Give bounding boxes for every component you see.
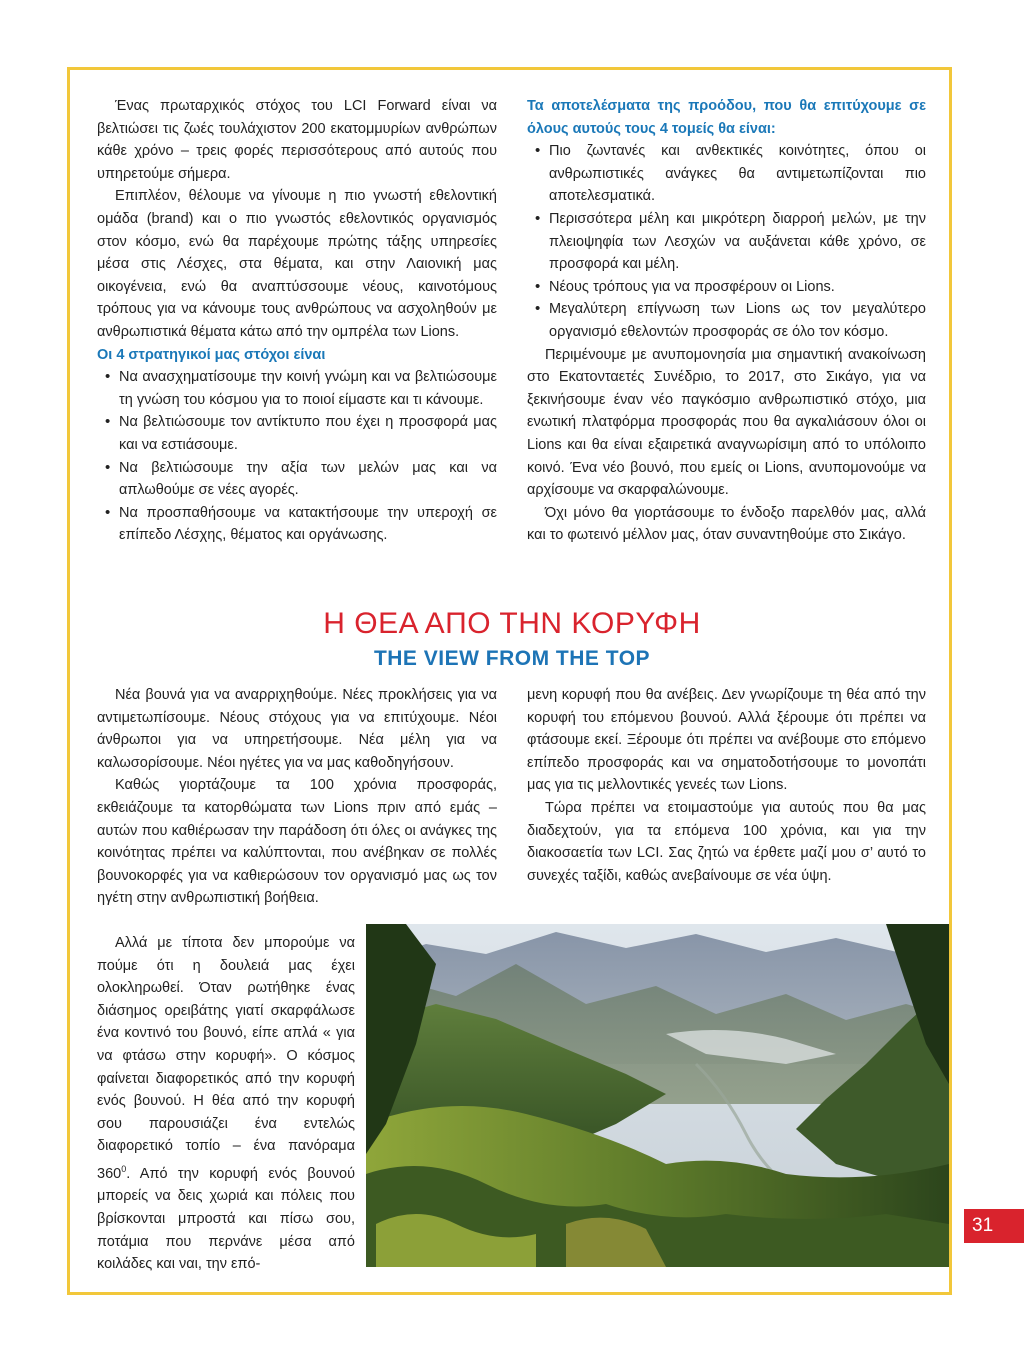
paragraph: Όχι μόνο θα γιορτάσουμε το ένδοξο παρελθόν μας, αλλά και το φωτεινό μέλλον μας, όταν συναντηθούμε στο Σικάγο. bbox=[527, 504, 926, 544]
paragraph-text: . Από την κορυφή ενός βουνού μπορείς να δεις χωριά και πόλεις που βρίσκονται μπροστά και πίσω σου, ποτάμια που περνάνε μέσα από κοιλάδες και ναι, την επό- bbox=[97, 1165, 355, 1273]
section-title-greek: Η ΘΕΑ ΑΠΟ ΤΗΝ ΚΟΡΥΦΗ bbox=[323, 607, 701, 640]
paragraph-text: Αλλά με τίποτα δεν μπορούμε να πούμε ότι η δουλειά μας έχει ολοκληρωθεί. Όταν ρωτήθηκε ένας διάσημος ορειβάτης γιατί σκαρφάλωσε ένα κοντινό του βουνό, είπε απλά « για να φτάσω στην κορυφή». Ο κόσμος φαίνεται διαφορετικός από την κορυφή ενός βουνού. Η θέα από την κορυφή σου παρουσιάζει ένα εντελώς διαφορετικό τοπίο – ένα πανόραμα 360 bbox=[97, 935, 355, 1182]
list-item: • Να ανασχηματίσουμε την κοινή γνώμη και να βελτιώσουμε τη γνώση του κόσμου για το ποιοί είμαστε και τι κάνουμε. bbox=[97, 366, 497, 411]
paragraph: Επιπλέον, θέλουμε να γίνουμε η πιο γνωστή εθελοντική ομάδα (brand) και ο πιο γνωστός εθελοντικός οργανισμός στον κόσμο, ενώ θα παρέχουμε πρώτης τάξης υπηρεσίες μέσα στις Λέσχες, στα θέματα, και στην Λαιονική μας οικογένεια, ενώ θα αναπτύσσουμε νέους, καινοτόμους τρόπους για να κάνουμε τους ανθρώπους να ασχοληθούν με ανθρωπιστικά θέματα κάτω από την ομπρέλα των Lions. bbox=[97, 188, 497, 340]
results-heading: Τα αποτελέσματα της προόδου, που θα επιτύχουμε σε όλους αυτούς τους 4 τομείς θα είναι: bbox=[527, 98, 926, 137]
list-item: • Νέους τρόπους για να προσφέρουν οι Lions. bbox=[527, 276, 926, 299]
left-column-wrap bbox=[97, 932, 355, 1276]
list-item: • Να βελτιώσουμε τον αντίκτυπο που έχει η προσφορά μας και να εστιάσουμε. bbox=[97, 411, 497, 456]
section-title-english: THE VIEW FROM THE TOP bbox=[373, 647, 651, 670]
strategic-goals-heading: Οι 4 στρατηγικοί μας στόχοι είναι bbox=[97, 346, 326, 363]
list-item: • Μεγαλύτερη επίγνωση των Lions ως τον μεγαλύτερο οργανισμό εθελοντών προσφοράς σε όλο τον κόσμο. bbox=[527, 298, 926, 343]
paragraph: Νέα βουνά για να αναρριχηθούμε. Νέες προκλήσεις για να αντιμετωπίσουμε. Νέους στόχους για να επιτύχουμε. Νέοι άνθρωποι για να υπηρετήσουμε. Νέα μέλη για να καλωσορίσουμε. Νέοι ηγέτες για να μας καθοδηγήσουν. bbox=[97, 687, 497, 771]
list-item: • Να βελτιώσουμε την αξία των μελών μας και να απλωθούμε σε νέες αγορές. bbox=[97, 457, 497, 502]
page-number: 31 bbox=[964, 1209, 1024, 1243]
list-item: • Να προσπαθήσουμε να κατακτήσουμε την υπεροχή σε επίπεδο Λέσχης, θέματος και οργάνωσης. bbox=[97, 502, 497, 547]
paragraph: Περιμένουμε με ανυπομονησία μια σημαντική ανακοίνωση στο Εκατονταετές Συνέδριο, το 2017, στο Σικάγο, για να ξεκινήσουμε έναν νέο παγκόσμιο ανθρωπιστικό στόχο, μια ενωτική πλατφόρμα προσφοράς που θα αγκαλιάσουν όλοι οι Lions και θα είναι εξαιρετικά αναγνωρίσιμη από το υπόλοιπο κοινό. Ένα νέο βουνό, που εμείς οι Lions, ανυπομονούμε να αρχίσουμε να σκαρφαλώνουμε. bbox=[527, 346, 926, 499]
right-column-bottom bbox=[527, 684, 926, 887]
paragraph: Ένας πρωταρχικός στόχος του LCI Forward είναι να βελτιώσει τις ζωές τουλάχιστον 200 εκατομμυρίων ανθρώπων κάθε χρόνο – τρεις φορές περισσότερους από αυτούς που υπηρετούμε σήμερα. bbox=[97, 98, 497, 182]
mountain-landscape-illustration bbox=[366, 924, 949, 1267]
strategic-goals-list bbox=[97, 366, 497, 547]
paragraph: Καθώς γιορτάζουμε τα 100 χρόνια προσφοράς, εκθειάζουμε τα κατορθώματα των Lions πριν από εμάς – αυτών που καθιέρωσαν την παράδοση ότι όλες οι ανάγκες της κοινότητας πρέπει να καλύπτονται, που ανέβηκαν σε πολλές βουνοκορφές για να καθιερώσουν τον οργανισμό μας ως τον ηγέτη στην ανθρωπιστική βοήθεια. bbox=[97, 777, 497, 907]
results-list bbox=[527, 140, 926, 343]
list-item: • Περισσότερα μέλη και μικρότερη διαρροή μελών, με την πλειοψηφία των Λεσχών να αυξάνεται κάθε χρόνο, σε προσφορά και μέλη. bbox=[527, 208, 926, 276]
left-column-bottom bbox=[97, 684, 497, 910]
right-column-top bbox=[527, 95, 926, 547]
list-item: • Πιο ζωντανές και ανθεκτικές κοινότητες, όπου οι ανθρωπιστικές ανάγκες θα αντιμετωπίζονται πιο αποτελεσματικά. bbox=[527, 140, 926, 208]
paragraph: μενη κορυφή που θα ανέβεις. Δεν γνωρίζουμε τη θέα από την κορυφή του επόμενου βουνού. Αλλά ξέρουμε ότι πρέπει να φτάσουμε εκεί. Ξέρουμε ότι πρέπει να ανέβουμε στο επόμενο επίπεδο προσφοράς και να σηματοδοτήσουμε το μονοπάτι μας για τις μελλοντικές γενεές των Lions. bbox=[527, 687, 926, 794]
superscript: 0 bbox=[121, 1163, 127, 1174]
left-column-top bbox=[97, 95, 497, 547]
paragraph: Τώρα πρέπει να ετοιμαστούμε για αυτούς που θα μας διαδεχτούν, για τα επόμενα 100 χρόνια, και για την διακοσαετία των LCI. Σας ζητώ να έρθετε μαζί μου σ’ αυτό το συνεχές ταξίδι, καθώς ανεβαίνουμε σε νέα ύψη. bbox=[527, 799, 926, 884]
paragraph bbox=[97, 932, 355, 1276]
mountain-landscape-photo bbox=[366, 924, 949, 1267]
